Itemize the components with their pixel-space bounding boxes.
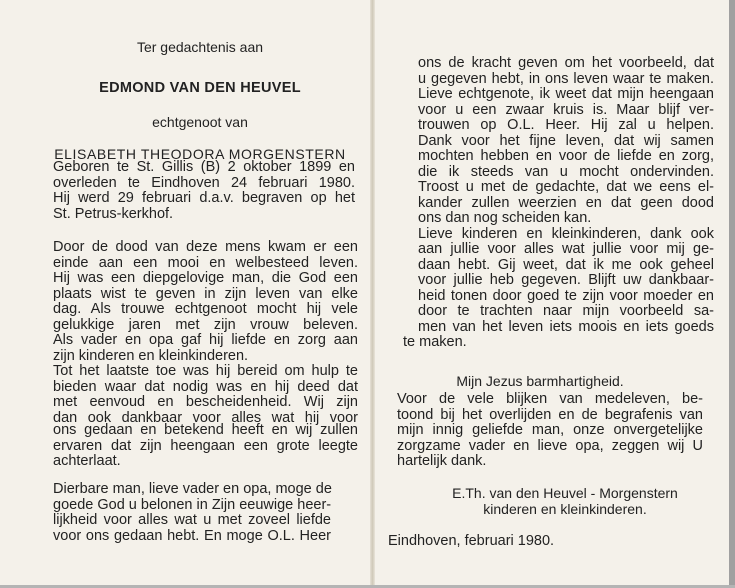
signature-line: E.Th. van den Heuvel - Morgenstern	[452, 485, 678, 501]
text-line: door te trachten naar mijn voorbeeld sa-	[418, 303, 714, 319]
text-line: goede God u belonen in Zijn eeuwige heer-	[53, 496, 332, 513]
farewell-paragraph	[53, 482, 331, 544]
text-line: bieden waar dat nodig was en hij deed dat	[53, 378, 358, 395]
scan-edge-right	[729, 0, 735, 588]
text-line: zijn kinderen en kleinkinderen.	[53, 347, 249, 364]
right-page	[375, 0, 729, 588]
text-line: einde aan een mooi en welbesteed leven.	[53, 254, 358, 271]
text-line: zorgzame vader en lieve opa, zeggen wij U	[397, 437, 703, 454]
text-line: overleden te Eindhoven 24 februari 1980.	[53, 174, 355, 191]
text-line: Lieve echtgenote, ik weet dat mijn heengaan	[418, 86, 714, 102]
text-line: achterlaat.	[53, 453, 121, 469]
text-line: ons dan nog scheiden kan.	[418, 210, 592, 226]
text-line: dag. Als trouwe echtgenoot mocht hij vele	[53, 301, 358, 317]
text-line: hartelijk dank.	[397, 453, 487, 469]
text-line: gelukkige jaren met zijn vrouw beleven.	[53, 316, 358, 333]
text-line: Dierbare man, lieve vader en opa, moge de	[53, 481, 332, 497]
text-line: trouwen op O.L. Heer. Hij zal u helpen.	[418, 117, 714, 133]
farewell-paragraph-continued	[418, 56, 714, 335]
text-line: Hij was een diepgelovige man, die God een	[53, 270, 358, 286]
text-line: Als vader en opa gaf hij liefde en zorg aan	[53, 332, 358, 348]
text-line: toond bij het overlijden en de begrafenis van	[397, 406, 703, 423]
text-line: plaats wist te geven in zijn leven van elke	[53, 285, 358, 302]
text-line: voor jullie heb gegeven. Blijft uw dankbaar-	[418, 272, 714, 288]
text-line: u gegeven hebt, in ons leven waar te maken.	[418, 70, 714, 87]
text-line: ons de kracht geven om het voorbeeld, dat	[418, 55, 714, 71]
text-line: met eenvoud en bescheidenheid. Wij zijn	[53, 394, 358, 410]
text-line: St. Petrus-kerkhof.	[53, 205, 174, 222]
text-line: Dank voor het fijne leven, dat wij samen	[418, 132, 714, 149]
signature-block	[435, 486, 695, 517]
text-line: mijn innig geliefde man, onze onvergetelijke	[397, 422, 703, 438]
text-line: Lieve kinderen en kleinkinderen, dank ook	[418, 225, 714, 242]
spouse-name: ELISABETH THEODORA MORGENSTERN	[54, 146, 346, 162]
text-line: die ik steeds van u mocht ondervinden.	[418, 163, 714, 180]
signature-line: kinderen en kleinkinderen.	[483, 500, 647, 517]
tribute-paragraph-continued	[53, 423, 358, 470]
spouse-label: echtgenoot van	[152, 114, 248, 130]
text-line: dan ook dankbaar voor alles wat hij voor	[53, 409, 358, 426]
place-date: Eindhoven, februari 1980.	[388, 533, 555, 549]
text-line: men van het leven iets moois en iets goeds	[418, 318, 714, 335]
prayer-line: Mijn Jezus barmhartigheid.	[456, 373, 624, 389]
text-line: lijkheid voor alles wat u met zoveel liefde	[53, 512, 331, 528]
bio-paragraph	[53, 160, 355, 222]
text-line: voor ons gedaan hebt. En moge O.L. Heer	[53, 527, 331, 544]
text-line: aan jullie voor alles wat jullie voor mij ge-	[418, 241, 714, 257]
text-line: Troost u met de gedachte, dat we eens el-	[418, 179, 714, 195]
text-line: voor u een zwaar kruis is. Maar blijf ver-	[418, 101, 714, 118]
text-line: kander zullen weerzien en dat geen dood	[418, 194, 714, 211]
in-memory-heading: Ter gedachtenis aan	[136, 39, 264, 55]
text-line: Voor de vele blijken van medeleven, be-	[397, 391, 703, 407]
text-line: ons gedaan en betekend heeft en wij zullen	[53, 422, 358, 438]
text-line: Hij werd 29 februari d.a.v. begraven op het	[53, 190, 355, 206]
tribute-paragraph	[53, 240, 358, 426]
text-line: Geboren te St. Gillis (B) 2 oktober 1899 en	[53, 159, 355, 175]
text-line: Tot het laatste toe was hij bereid om hulp te	[53, 363, 358, 379]
text-line: daan hebt. Gij weet, dat ik me ook geheel	[418, 256, 714, 273]
text-line: heid tonen door goed te zijn voor moeder en	[418, 287, 714, 304]
text-line: mochten hebben en voor de liefde en zorg,	[418, 148, 714, 164]
text-line: Door de dood van deze mens kwam er een	[53, 239, 358, 255]
deceased-name: EDMOND VAN DEN HEUVEL	[99, 80, 301, 96]
text-line: ervaren dat zijn heengaan een grote leegte	[53, 437, 358, 454]
thanks-paragraph	[397, 392, 703, 470]
text-line: te maken.	[403, 334, 467, 350]
